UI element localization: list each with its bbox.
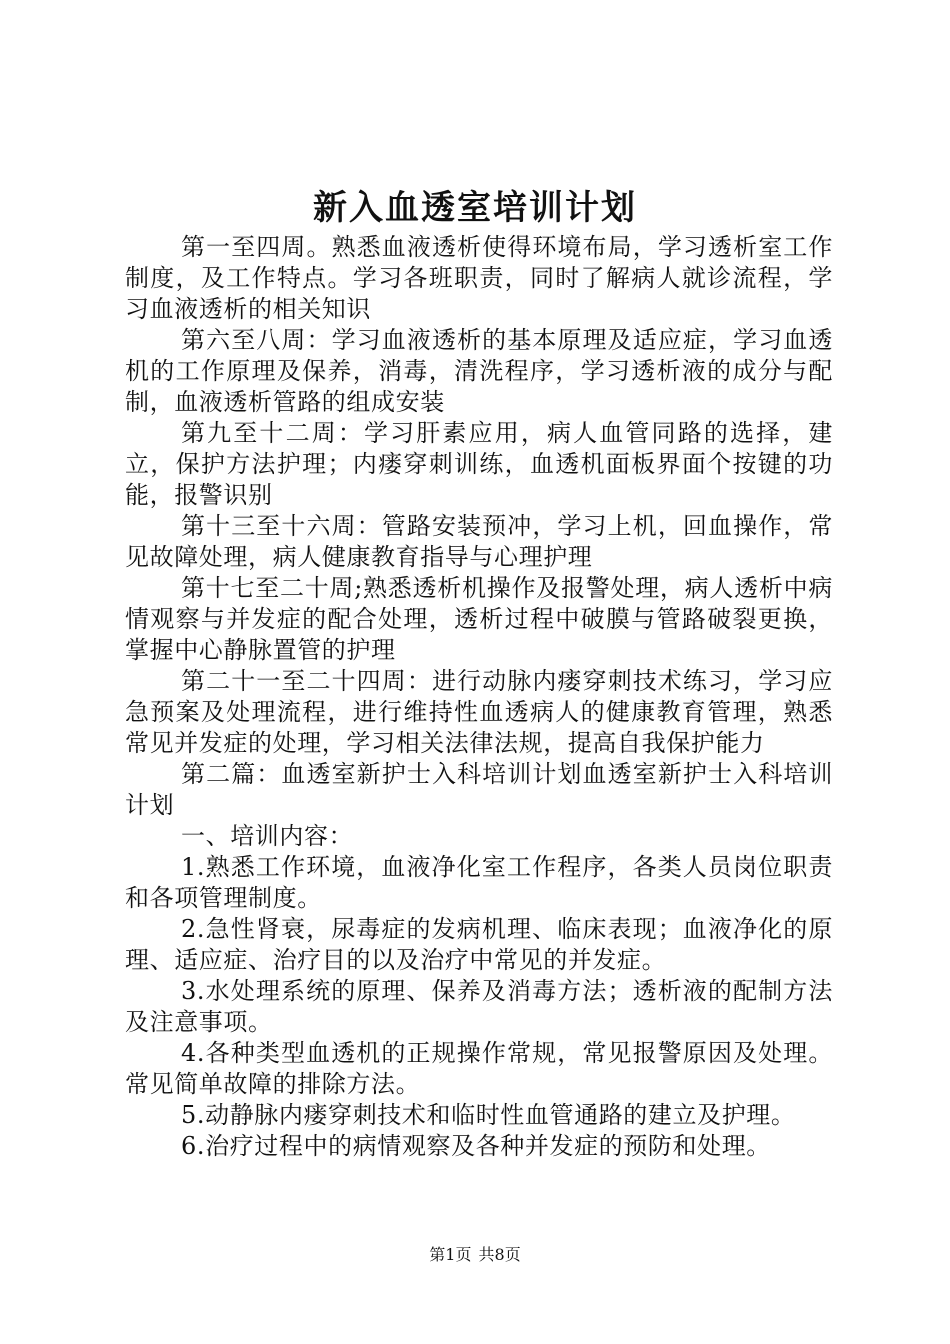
paragraph-weeks-17-20: 第十七至二十周;熟悉透析机操作及报警处理，病人透析中病情观察与并发症的配合处理，透析过程中破膜与管路破裂更换，掌握中心静脉置管的护理 (125, 574, 833, 664)
page-number: 第1页 (429, 1245, 472, 1264)
paragraph-weeks-1-4: 第一至四周。熟悉血液透析使得环境布局，学习透析室工作制度，及工作特点。学习各班职责，同时了解病人就诊流程，学习血液透析的相关知识 (125, 233, 833, 323)
training-content-heading: 一、培训内容： (181, 822, 354, 850)
total-pages: 共8页 (478, 1245, 521, 1264)
page-footer (0, 1244, 950, 1266)
paragraph-weeks-6-8: 第六至八周：学习血液透析的基本原理及适应症，学习血透机的工作原理及保养，消毒，清洗程序，学习透析液的成分与配制，血液透析管路的组成安装 (125, 326, 833, 416)
list-item: 2.急性肾衰，尿毒症的发病机理、临床表现；血液净化的原理、适应症、治疗目的以及治疗中常见的并发症。 (125, 915, 833, 974)
document-title: 新入血透室培训计划 (313, 188, 637, 228)
list-item: 5.动静脉内瘘穿刺技术和临时性血管通路的建立及护理。 (181, 1101, 796, 1129)
document-body (125, 232, 833, 1162)
list-item: 4.各种类型血透机的正规操作常规，常见报警原因及处理。常见简单故障的排除方法。 (125, 1039, 833, 1098)
list-item: 3.水处理系统的原理、保养及消毒方法；透析液的配制方法及注意事项。 (125, 977, 833, 1036)
paragraph-weeks-21-24: 第二十一至二十四周：进行动脉内瘘穿刺技术练习，学习应急预案及处理流程，进行维持性血透病人的健康教育管理，熟悉常见并发症的处理，学习相关法律法规，提高自我保护能力 (125, 667, 833, 757)
list-item: 1.熟悉工作环境，血液净化室工作程序，各类人员岗位职责和各项管理制度。 (125, 853, 833, 912)
paragraph-weeks-13-16: 第十三至十六周：管路安装预冲，学习上机，回血操作，常见故障处理，病人健康教育指导与心理护理 (125, 512, 833, 571)
paragraph-weeks-9-12: 第九至十二周：学习肝素应用，病人血管同路的选择，建立，保护方法护理；内瘘穿刺训练，血透机面板界面个按键的功能，报警识别 (125, 419, 833, 509)
section-heading-part-two: 第二篇：血透室新护士入科培训计划血透室新护士入科培训计划 (125, 760, 833, 819)
list-item: 6.治疗过程中的病情观察及各种并发症的预防和处理。 (181, 1132, 771, 1160)
